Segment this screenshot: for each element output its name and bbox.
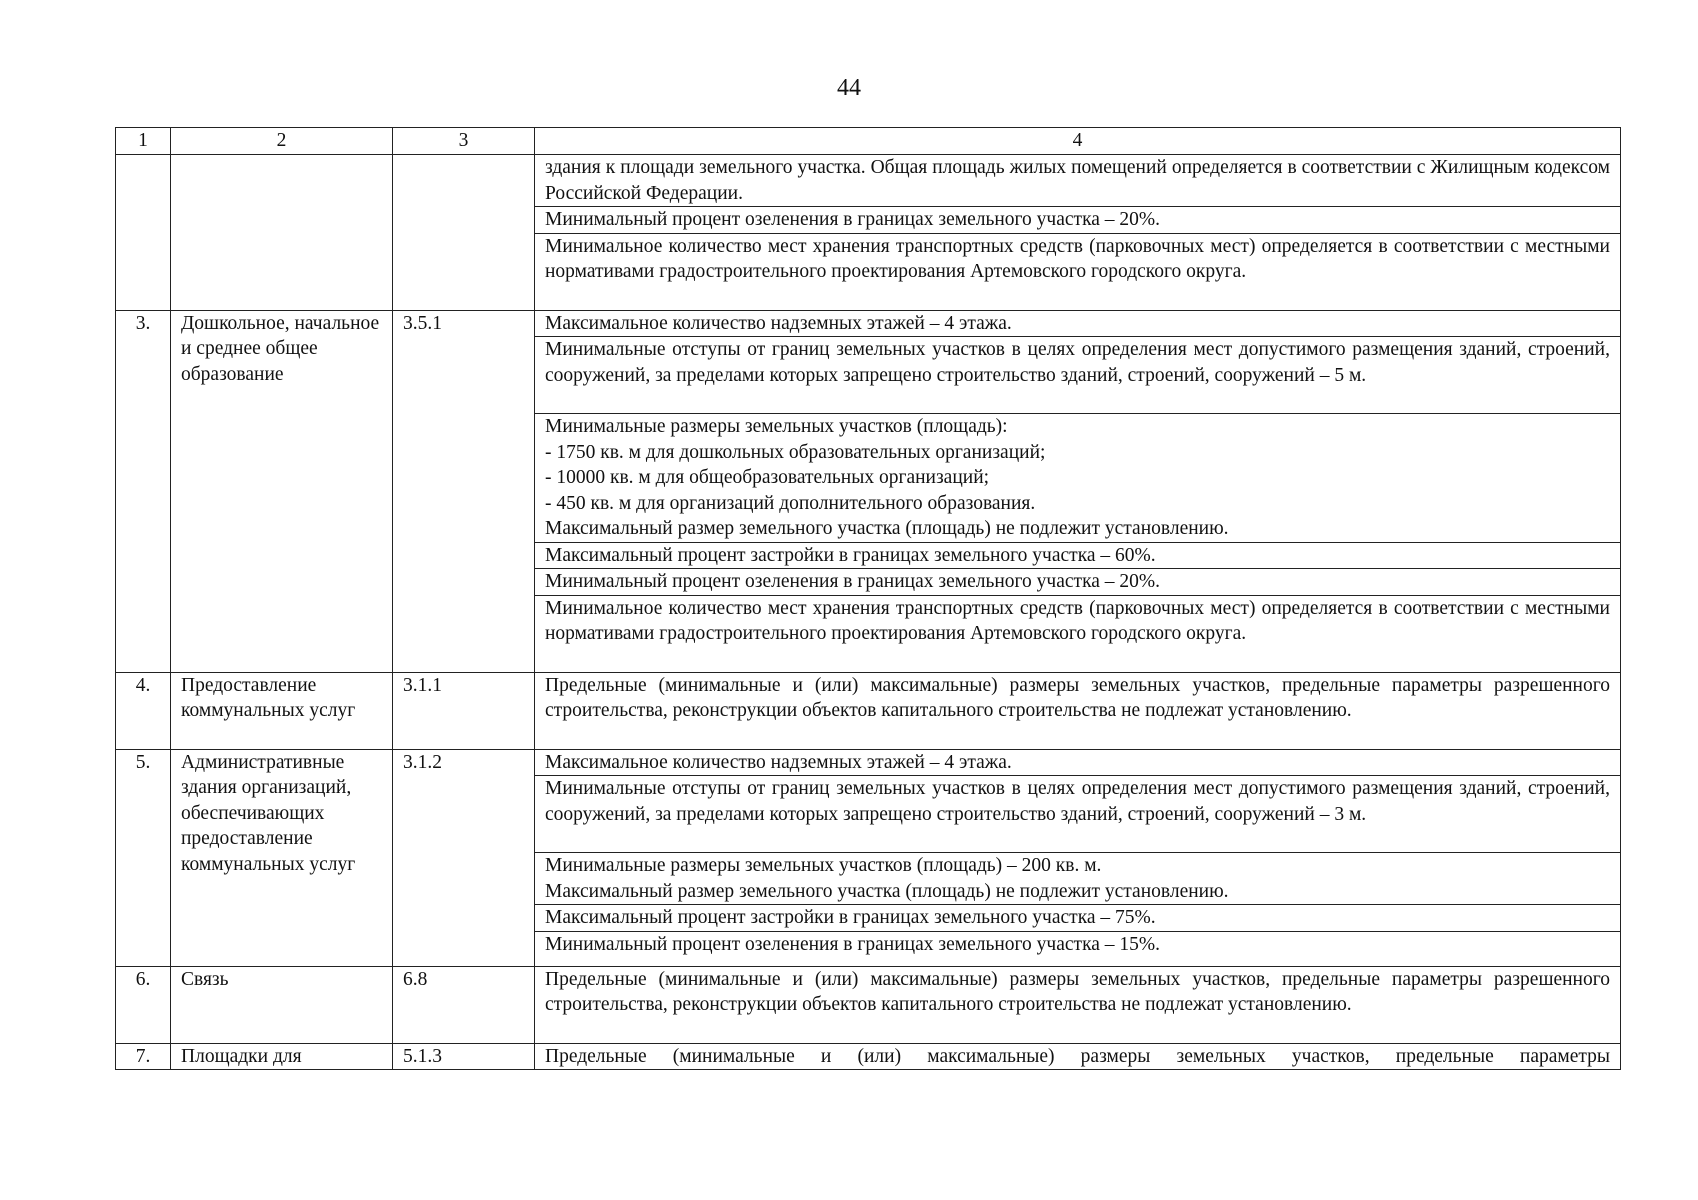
parameter-cell: Минимальный процент озеленения в границах земельного участка – 15%. [535, 931, 1621, 966]
row-number: 4. [116, 672, 171, 749]
header-col-2: 2 [171, 128, 393, 155]
parameter-cell: Минимальное количество мест хранения транспортных средств (парковочных мест) определяется в соответствии с местными нормативами градостроительного проектирования Артемовского городского округа. [535, 233, 1621, 310]
table-row [116, 749, 1621, 776]
parameter-line: Минимальные размеры земельных участков (площадь): [545, 416, 1008, 437]
header-col-3: 3 [393, 128, 535, 155]
row-name: Площадки для [171, 1043, 393, 1070]
parameter-cell: Минимальное количество мест хранения транспортных средств (парковочных мест) определяется в соответствии с местными нормативами градостроительного проектирования Артемовского городского округа. [535, 595, 1621, 672]
parameter-cell: Минимальные отступы от границ земельных участков в целях определения мест допустимого размещения зданий, строений, сооружений, за пределами которых запрещено строительство зданий, строений, сооружений – 5 м. [535, 337, 1621, 414]
table-row [116, 1043, 1621, 1070]
table-row [116, 966, 1621, 1043]
row-code: 3.1.2 [393, 749, 535, 966]
row-name: Связь [171, 966, 393, 1043]
parameter-line: - 450 кв. м для организаций дополнительного образования. [545, 492, 1036, 514]
row-name: Дошкольное, начальное и среднее общее образование [171, 310, 393, 672]
row-code [393, 155, 535, 311]
parameter-line: - 1750 кв. м для дошкольных образовательных организаций; [545, 441, 1046, 463]
parameter-cell [535, 853, 1621, 905]
parameter-cell: Предельные (минимальные и (или) максимальные) размеры земельных участков, предельные параметры разрешенного строительства, реконструкции объектов капитального строительства не подлежат установлению. [535, 672, 1621, 749]
header-col-1: 1 [116, 128, 171, 155]
parameter-cell: Максимальный процент застройки в границах земельного участка – 60%. [535, 542, 1621, 569]
row-name: Предоставление коммунальных услуг [171, 672, 393, 749]
parameter-cell [535, 414, 1621, 543]
row-number: 5. [116, 749, 171, 966]
parameter-line: - 10000 кв. м для общеобразовательных организаций; [545, 467, 990, 488]
table-header-row [116, 128, 1621, 155]
row-number: 7. [116, 1043, 171, 1070]
parameter-line: Максимальный размер земельного участка (площадь) не подлежит установлению. [545, 518, 1229, 539]
row-name: Административные здания организаций, обеспечивающих предоставление коммунальных услуг [171, 749, 393, 966]
row-code: 3.1.1 [393, 672, 535, 749]
regulations-table [115, 127, 1621, 1070]
row-number: 6. [116, 966, 171, 1043]
parameter-line: Максимальный размер земельного участка (площадь) не подлежит установлению. [545, 880, 1229, 902]
row-code: 6.8 [393, 966, 535, 1043]
table-row [116, 672, 1621, 749]
row-number [116, 155, 171, 311]
parameter-cell: здания к площади земельного участка. Общая площадь жилых помещений определяется в соответствии с Жилищным кодексом Российской Федерации. [535, 155, 1621, 207]
page-number: 44 [837, 75, 861, 101]
parameter-cell: Предельные (минимальные и (или) максимальные) размеры земельных участков, предельные параметры [535, 1043, 1621, 1070]
parameter-cell: Минимальный процент озеленения в границах земельного участка – 20%. [535, 207, 1621, 234]
parameter-cell: Предельные (минимальные и (или) максимальные) размеры земельных участков, предельные параметры разрешенного строительства, реконструкции объектов капитального строительства не подлежат установлению. [535, 966, 1621, 1043]
parameter-cell: Минимальные отступы от границ земельных участков в целях определения мест допустимого размещения зданий, строений, сооружений, за пределами которых запрещено строительство зданий, строений, сооружений – 3 м. [535, 776, 1621, 853]
parameter-cell: Максимальное количество надземных этажей – 4 этажа. [535, 749, 1621, 776]
parameter-cell: Максимальное количество надземных этажей – 4 этажа. [535, 310, 1621, 337]
table-row [116, 310, 1621, 337]
row-number: 3. [116, 310, 171, 672]
header-col-4: 4 [535, 128, 1621, 155]
table-row [116, 155, 1621, 207]
parameter-line: Минимальные размеры земельных участков (площадь) – 200 кв. м. [545, 855, 1102, 876]
parameter-cell: Минимальный процент озеленения в границах земельного участка – 20%. [535, 569, 1621, 596]
row-name [171, 155, 393, 311]
parameter-cell: Максимальный процент застройки в границах земельного участка – 75%. [535, 905, 1621, 932]
row-code: 5.1.3 [393, 1043, 535, 1070]
row-code: 3.5.1 [393, 310, 535, 672]
